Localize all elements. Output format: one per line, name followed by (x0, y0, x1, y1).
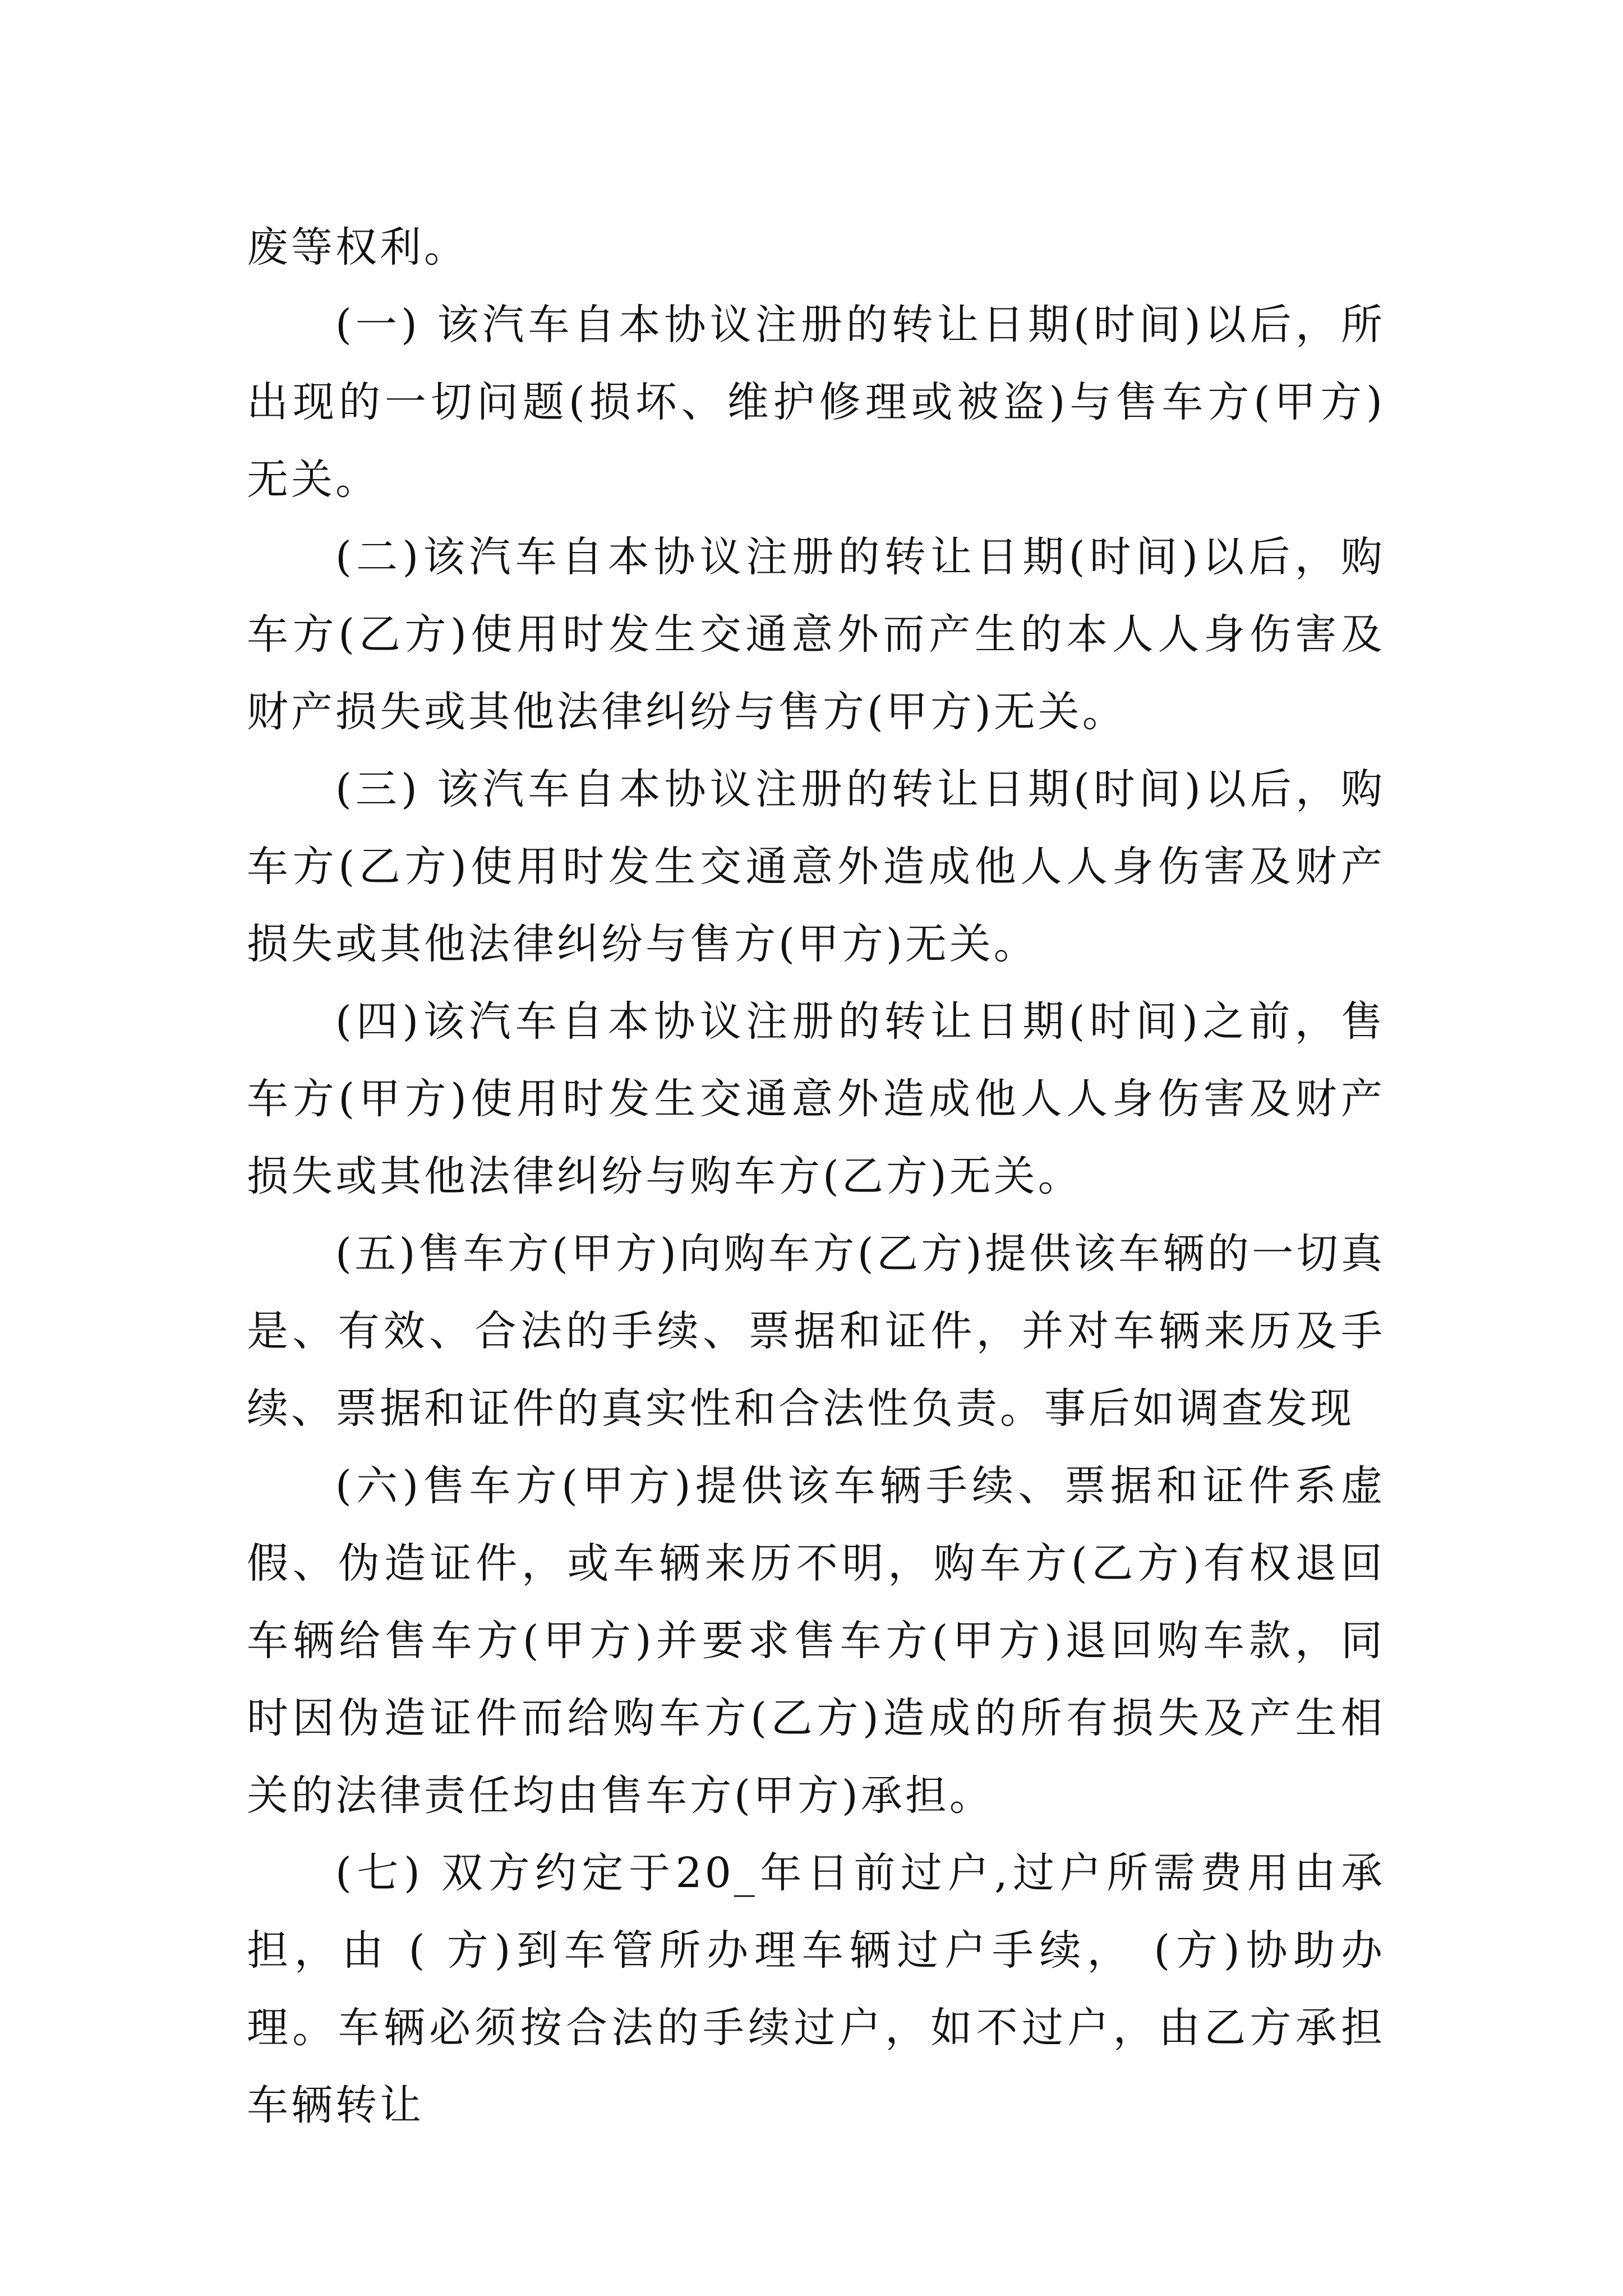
document-body (247, 209, 1385, 2144)
clause-5: (五)售车方(甲方)向购车方(乙方)提供该车辆的一切真是、有效、合法的手续、票据和证件，并对车辆来历及手续、票据和证件的真实性和合法性负责。事后如调查发现 (247, 1230, 1385, 1433)
clause-1: (一) 该汽车自本协议注册的转让日期(时间)以后，所出现的一切问题(损坏、维护修理或被盗)与售车方(甲方)无关。 (247, 301, 1385, 504)
clause-4: (四)该汽车自本协议注册的转让日期(时间)之前，售车方(甲方)使用时发生交通意外造成他人人身伤害及财产损失或其他法律纠纷与购车方(乙方)无关。 (247, 997, 1385, 1200)
clause-3: (三) 该汽车自本协议注册的转让日期(时间)以后，购车方(乙方)使用时发生交通意外造成他人人身伤害及财产损失或其他法律纠纷与售方(甲方)无关。 (247, 765, 1385, 968)
clause-7: (七) 双方约定于20_年日前过户,过户所需费用由承担，由 ( 方)到车管所办理车辆过户手续， (方)协助办理。车辆必须按合法的手续过户，如不过户，由乙方承担车辆转让 (247, 1849, 1385, 2129)
paragraph-continuation: 废等权利。 (247, 223, 468, 272)
clause-2: (二)该汽车自本协议注册的转让日期(时间)以后，购车方(乙方)使用时发生交通意外而产生的本人人身伤害及财产损失或其他法律纠纷与售方(甲方)无关。 (247, 533, 1385, 736)
clause-6: (六)售车方(甲方)提供该车辆手续、票据和证件系虚假、伪造证件，或车辆来历不明，购车方(乙方)有权退回车辆给售车方(甲方)并要求售车方(甲方)退回购车款，同时因伪造证件而给购车方(乙方)造成的所有损失及产生相关的法律责任均由售车方(甲方)承担。 (247, 1462, 1385, 1820)
